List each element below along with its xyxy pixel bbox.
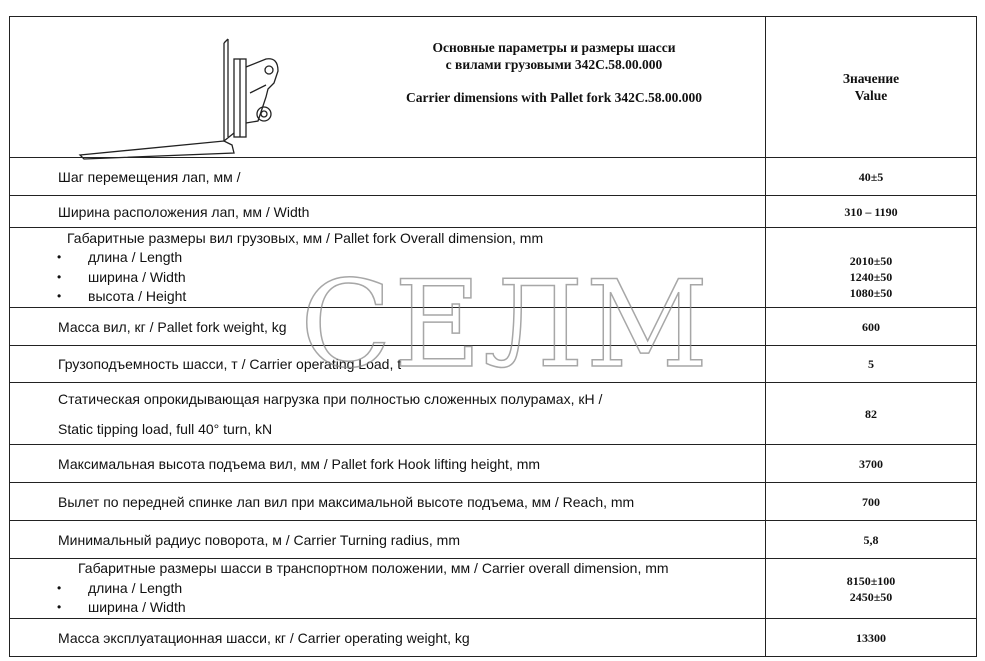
row-value-line: 1240±50 — [849, 269, 893, 284]
row-value — [766, 559, 977, 619]
row-value: 5,8 — [766, 521, 977, 559]
row-label: Шаг перемещения лап, мм / — [10, 158, 766, 196]
table-row — [10, 228, 977, 308]
list-item: • ширина / Width — [67, 598, 765, 618]
watermark: СЕЛМ — [300, 256, 711, 395]
title-ru-line2: с вилами грузовыми 342С.58.00.000 — [445, 57, 663, 72]
row-label-text: Габаритные размеры вил грузовых, мм / Pallet fork Overall dimension, mm — [67, 229, 544, 246]
pallet-fork-drawing-icon — [70, 37, 300, 162]
table-row — [10, 619, 977, 657]
value-column-header — [766, 17, 977, 158]
value-header-en: Value — [854, 88, 888, 103]
row-value: 40±5 — [766, 158, 977, 196]
row-value: 82 — [766, 383, 977, 445]
row-value-line: 1080±50 — [849, 285, 893, 300]
row-value: 700 — [766, 483, 977, 521]
table-row — [10, 158, 977, 196]
table-title — [343, 39, 765, 106]
row-label — [10, 559, 766, 619]
list-item: • ширина / Width — [67, 268, 765, 288]
row-label: Масса вил, кг / Pallet fork weight, kg — [10, 308, 766, 346]
row-value-line: 2450±50 — [849, 589, 893, 604]
row-label — [10, 228, 766, 308]
row-label: Ширина расположения лап, мм / Width — [10, 196, 766, 228]
row-value-line: 2010±50 — [849, 253, 893, 268]
title-ru-line1: Основные параметры и размеры шасси — [432, 40, 676, 55]
table-row — [10, 346, 977, 383]
row-label-text: Габаритные размеры шасси в транспортном положении, мм / Carrier overall dimension, mm — [78, 560, 669, 577]
table-row — [10, 521, 977, 559]
row-value: 310 – 1190 — [766, 196, 977, 228]
row-label-en: Static tipping load, full 40° turn, kN — [58, 420, 273, 437]
table-row — [10, 559, 977, 619]
list-item: • длина / Length — [67, 248, 765, 268]
table-row — [10, 483, 977, 521]
table-row — [10, 445, 977, 483]
row-value: 5 — [766, 346, 977, 383]
list-item: • длина / Length — [67, 579, 765, 599]
value-header-ru: Значение — [842, 71, 900, 86]
header-row — [10, 17, 977, 158]
row-value: 3700 — [766, 445, 977, 483]
header-title-cell — [10, 17, 766, 158]
row-value: 600 — [766, 308, 977, 346]
table-row — [10, 308, 977, 346]
bullet-list — [67, 579, 765, 618]
list-item: • высота / Height — [67, 287, 765, 307]
row-label: Грузоподъемность шасси, т / Carrier operating Load, t — [10, 346, 766, 383]
row-label — [10, 383, 766, 445]
row-value — [766, 228, 977, 308]
row-label: Максимальная высота подъема вил, мм / Pallet fork Hook lifting height, mm — [10, 445, 766, 483]
title-en: Carrier dimensions with Pallet fork 342C.58.00.000 — [406, 90, 702, 105]
row-value: 13300 — [766, 619, 977, 657]
table-row — [10, 383, 977, 445]
bullet-list — [67, 248, 765, 307]
row-value-line: 8150±100 — [846, 573, 896, 588]
row-label: Минимальный радиус поворота, м / Carrier Turning radius, mm — [10, 521, 766, 559]
row-label: Масса эксплуатационная шасси, кг / Carrier operating weight, kg — [10, 619, 766, 657]
row-label-ru: Статическая опрокидывающая нагрузка при полностью сложенных полурамах, кН / — [58, 390, 603, 407]
table-row — [10, 196, 977, 228]
spec-table — [9, 16, 977, 657]
row-label: Вылет по передней спинке лап вил при максимальной высоте подъема, мм / Reach, mm — [10, 483, 766, 521]
